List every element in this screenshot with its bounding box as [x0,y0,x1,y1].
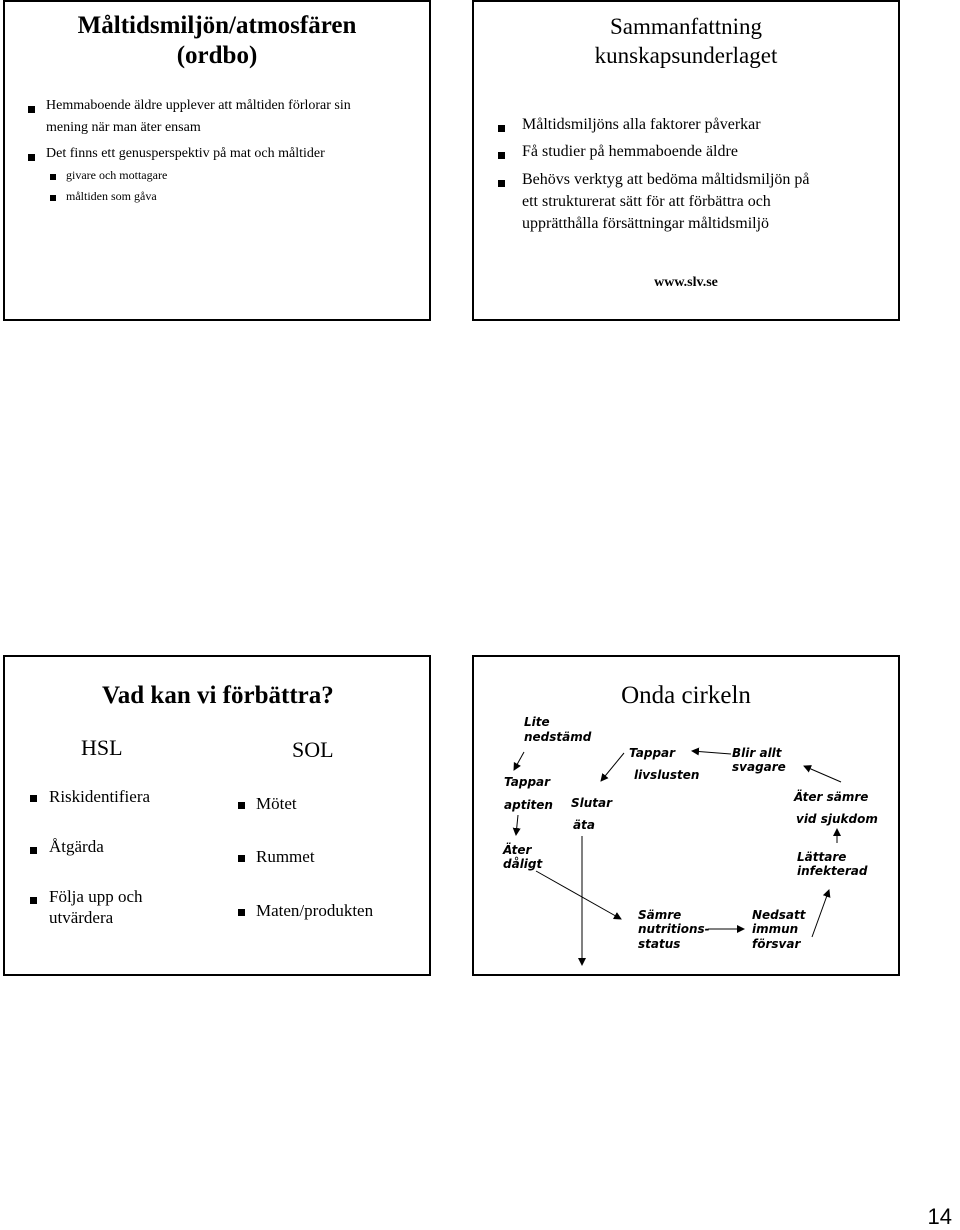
slide-1 [3,0,431,321]
slide-2-bullet-3-cont-2: upprätthålla försättningar måltidsmiljö [522,215,770,232]
slide-3-title: Vad kan vi förbättra? [102,682,334,709]
arrow-ater-samre-to-svagare [804,766,841,782]
page-number: 14 [927,1204,952,1229]
bullet-marker [498,180,505,187]
node-nutritions: nutritions- [638,922,710,936]
slide-2-bullet-1: Måltidsmiljöns alla faktorer påverkar [522,116,761,133]
cycle-arrows [474,657,898,974]
node-vid-sjukdom: vid sjukdom [796,812,878,826]
slide-2-title-line1: Sammanfattning [609,14,763,39]
hsl-heading: HSL [81,735,123,760]
node-slutar: Slutar [571,796,613,810]
bullet-marker [498,125,505,132]
slide-2-link[interactable]: www.slv.se [654,275,718,290]
bullet-marker [238,909,245,916]
slide-4 [472,655,900,976]
hsl-item-3-line2: utvärdera [49,908,114,927]
bullet-marker [498,152,505,159]
sub-bullet-marker [50,195,56,201]
slide-1-sub-bullet-1: givare och mottagare [66,168,168,182]
node-ater: Äter [503,843,532,857]
slide-2-bullet-3: Behövs verktyg att bedöma måltidsmiljön på [522,171,810,188]
slide-2-title-line2: kunskapsunderlaget [594,43,778,68]
node-aptiten: aptiten [504,798,553,812]
node-nedstamd: nedstämd [524,730,592,744]
sol-item-1: Mötet [256,794,297,813]
bullet-marker [30,795,37,802]
slide-1-bullet-1-line1: Hemmaboende äldre upplever att måltiden förlorar sin [46,98,351,113]
node-daligt: dåligt [503,857,543,871]
node-nedsatt: Nedsatt [752,908,806,922]
node-ata: äta [573,818,595,832]
bullet-marker [30,897,37,904]
arrow-blir-allt-to-tappar [692,751,731,754]
slide-2-bullet-3-cont-1: ett strukturerat sätt för att förbättra och [522,193,771,210]
bullet-marker [28,154,35,161]
node-blir-allt: Blir allt [732,746,782,760]
slide-3 [3,655,431,976]
node-tappar-1: Tappar [504,775,551,789]
node-infekterad: infekterad [797,864,868,878]
node-samre: Sämre [638,908,682,922]
sol-heading: SOL [292,737,334,762]
sol-item-3: Maten/produkten [256,901,374,920]
hsl-item-2: Åtgärda [49,837,104,856]
slide-1-bullet-1-line2: mening när man äter ensam [46,120,201,135]
node-ater-samre: Äter sämre [794,790,869,804]
bullet-marker [28,106,35,113]
node-tappar-2: Tappar [629,746,676,760]
sol-item-2: Rummet [256,847,315,866]
node-lattare: Lättare [797,850,847,864]
slide-1-bullet-2-line1: Det finns ett genusperspektiv på mat och måltider [46,146,325,161]
slide-1-title-line1: Måltidsmiljön/atmosfären [77,12,357,39]
node-immun: immun [752,922,799,936]
sub-bullet-marker [50,174,56,180]
slide-2-bullet-2: Få studier på hemmaboende äldre [522,143,738,160]
slide-1-sub-bullet-2: måltiden som gåva [66,189,157,203]
bullet-marker [238,855,245,862]
arrow-tappar-livslusten-to-slutar [601,753,624,781]
node-status: status [638,937,681,951]
bullet-marker [30,847,37,854]
node-forsvar: försvar [752,937,801,951]
node-svagare: svagare [732,760,786,774]
slide-2 [472,0,900,321]
arrow-aptiten-to-ater [516,815,518,835]
arrow-daligt-to-samre [536,871,621,919]
slide-4-title: Onda cirkeln [621,682,751,709]
node-livslusten: livslusten [634,768,700,782]
arrow-nedstamd-to-tappar [514,752,524,770]
arrow-forsvar-to-lattare [812,890,829,937]
hsl-item-3-line1: Följa upp och [49,887,143,906]
hsl-item-1: Riskidentifiera [49,787,151,806]
node-lite: Lite [524,715,550,729]
slide-1-title-line2: (ordbo) [176,42,258,69]
bullet-marker [238,802,245,809]
